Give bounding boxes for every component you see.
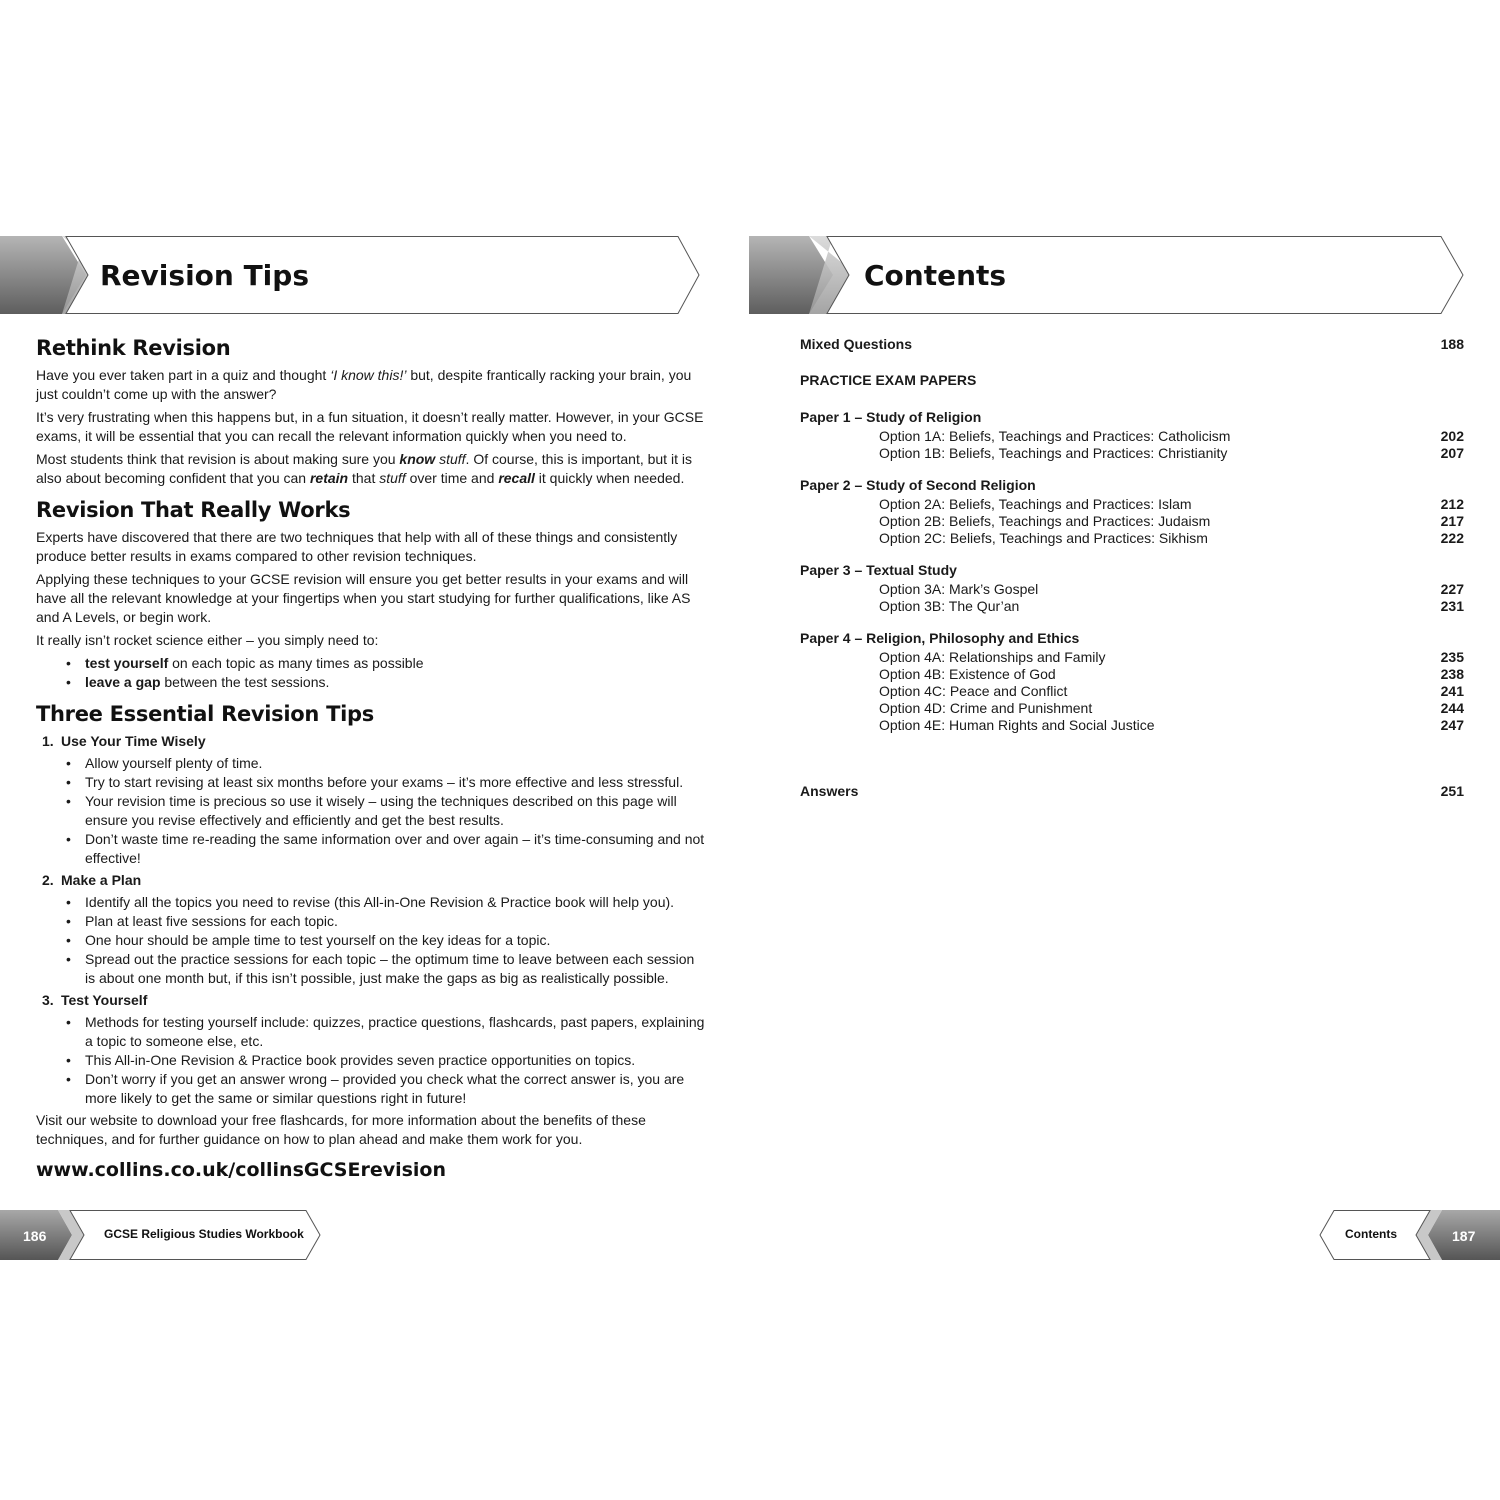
toc-label: PRACTICE EXAM PAPERS xyxy=(800,372,977,388)
toc-label: Option 2B: Beliefs, Teachings and Practices: Judaism xyxy=(879,513,1211,529)
emphasis-know: know xyxy=(399,451,436,467)
toc-entry-option[interactable] xyxy=(800,598,1464,615)
toc-entry-option[interactable] xyxy=(800,445,1464,462)
text: Have you ever taken part in a quiz and thought xyxy=(36,367,331,383)
toc-label: Option 4A: Relationships and Family xyxy=(879,649,1106,665)
contents-list xyxy=(800,335,1464,801)
section-heading-tips: Three Essential Revision Tips xyxy=(36,702,374,726)
toc-entry-option[interactable] xyxy=(800,649,1464,666)
list-item: • One hour should be ample time to test yourself on the key ideas for a topic. xyxy=(66,931,708,950)
toc-entry-option[interactable] xyxy=(800,496,1464,513)
list-item: • Allow yourself plenty of time. xyxy=(66,754,708,773)
paragraph: Visit our website to download your free flashcards, for more information about the benefits of these techniques, and for further guidance on how to plan ahead and make them work for you. xyxy=(36,1112,646,1147)
toc-label: Option 4E: Human Rights and Social Justice xyxy=(879,717,1155,733)
paragraph xyxy=(36,366,708,404)
papers-list xyxy=(800,407,1464,734)
paragraph xyxy=(36,450,708,488)
list-item: • Methods for testing yourself include: quizzes, practice questions, flashcards, past papers, explaining a topic to someone else, etc. xyxy=(66,1013,708,1051)
list-item: • Identify all the topics you need to revise (this All-in-One Revision & Practice book will help you). xyxy=(66,893,708,912)
tip-number: 1. xyxy=(42,733,54,749)
list-item: • Try to start revising at least six months before your exams – it’s more effective and less stressful. xyxy=(66,773,708,792)
tip-heading xyxy=(42,732,708,751)
toc-entry-option[interactable] xyxy=(800,666,1464,683)
list-item: • Your revision time is precious so use it wisely – using the techniques described on this page will ensure you revise effectively and efficiently and get the best results. xyxy=(66,792,708,830)
toc-page-number: 188 xyxy=(1440,336,1464,352)
toc-page-number: 238 xyxy=(1440,666,1464,682)
list-item xyxy=(66,654,708,673)
toc-paper-heading: Paper 1 – Study of Religion xyxy=(800,409,982,425)
bold-text: leave a gap xyxy=(85,674,161,690)
toc-label: Option 4D: Crime and Punishment xyxy=(879,700,1093,716)
page-title: Revision Tips xyxy=(100,259,309,292)
tip-heading xyxy=(42,991,708,1010)
tip-number: 2. xyxy=(42,872,54,888)
banner-chevron-graphic xyxy=(749,236,1467,314)
toc-label: Option 4C: Peace and Conflict xyxy=(879,683,1068,699)
footer-left xyxy=(0,1210,322,1260)
toc-label: Option 4B: Existence of God xyxy=(879,666,1056,682)
toc-label: Option 3B: The Qur’an xyxy=(879,598,1020,614)
paragraph: It’s very frustrating when this happens but, in a fun situation, it doesn’t really matter. However, in your GCSE exams, it will be essential that you can recall the relevant information quickly when you need to. xyxy=(36,409,704,444)
toc-label: Mixed Questions xyxy=(800,336,913,352)
toc-label: Option 2A: Beliefs, Teachings and Practices: Islam xyxy=(879,496,1192,512)
toc-page-number: 244 xyxy=(1440,700,1464,716)
footer-section-title: Contents xyxy=(1345,1227,1397,1241)
quote-text: ‘I know this!’ xyxy=(330,367,407,383)
toc-page-number: 207 xyxy=(1440,445,1464,461)
page-title: Contents xyxy=(864,259,1007,292)
toc-page-number: 217 xyxy=(1440,513,1464,529)
list-item xyxy=(66,673,708,692)
tip-title: Use Your Time Wisely xyxy=(61,733,206,749)
footer-right xyxy=(1318,1210,1500,1260)
toc-label: Option 3A: Mark’s Gospel xyxy=(879,581,1039,597)
tip-heading xyxy=(42,871,708,890)
toc-paper-heading: Paper 3 – Textual Study xyxy=(800,562,957,578)
toc-entry-answers[interactable] xyxy=(800,782,1464,801)
tip-bullet-list xyxy=(66,893,708,988)
text: between the test sessions. xyxy=(160,674,330,690)
list-item: • Don’t waste time re-reading the same information over and over again – it’s time-consuming and not effective! xyxy=(66,830,708,868)
toc-page-number: 202 xyxy=(1440,428,1464,444)
list-item: • Don’t worry if you get an answer wrong – provided you check what the correct answer is, you are more likely to get the same or similar questions right in future! xyxy=(66,1070,708,1108)
section-heading-works: Revision That Really Works xyxy=(36,498,351,522)
toc-paper-heading: Paper 2 – Study of Second Religion xyxy=(800,477,1036,493)
tip-title: Test Yourself xyxy=(61,992,148,1008)
revision-tips-content xyxy=(36,334,708,1183)
toc-page-number: 235 xyxy=(1440,649,1464,665)
toc-label: Option 1A: Beliefs, Teachings and Practices: Catholicism xyxy=(879,428,1231,444)
footer-book-title: GCSE Religious Studies Workbook xyxy=(104,1227,304,1241)
toc-entry-option[interactable] xyxy=(800,428,1464,445)
toc-page-number: 231 xyxy=(1440,598,1464,614)
bold-text: test yourself xyxy=(85,655,169,671)
list-item: • Spread out the practice sessions for each topic – the optimum time to leave between each session is about one month but, if this isn’t possible, just make the gaps as big as realistically possible. xyxy=(66,950,708,988)
toc-page-number: 241 xyxy=(1440,683,1464,699)
toc-label: Option 1B: Beliefs, Teachings and Practices: Christianity xyxy=(879,445,1228,461)
emphasis-stuff: stuff xyxy=(379,470,406,486)
toc-page-number: 222 xyxy=(1440,530,1464,546)
page-number: 186 xyxy=(23,1228,47,1244)
toc-section-heading xyxy=(800,371,1464,390)
website-url[interactable]: www.collins.co.uk/collinsGCSErevision xyxy=(36,1159,447,1181)
text: that xyxy=(348,470,380,486)
tip-number: 3. xyxy=(42,992,54,1008)
tips-list xyxy=(36,732,708,1108)
page-number: 187 xyxy=(1452,1228,1476,1244)
emphasis-retain: retain xyxy=(309,470,349,486)
text: over time and xyxy=(405,470,499,486)
emphasis-stuff: stuff xyxy=(435,451,466,467)
text: but, despite frantically racking your brain, you just couldn’t come up with the answer? xyxy=(36,367,692,402)
revision-tips-banner xyxy=(0,236,702,314)
toc-page-number: 251 xyxy=(1440,783,1464,799)
paragraph: Experts have discovered that there are two techniques that help with all of these things and consistently produce better results in exams compared to other revision techniques. xyxy=(36,529,678,564)
list-item: • This All-in-One Revision & Practice book provides seven practice opportunities on topics. xyxy=(66,1051,708,1070)
toc-entry-mixed-questions[interactable] xyxy=(800,335,1464,354)
technique-list xyxy=(66,654,708,692)
toc-paper-heading: Paper 4 – Religion, Philosophy and Ethics xyxy=(800,630,1080,646)
list-item: • Plan at least five sessions for each topic. xyxy=(66,912,708,931)
tip-bullet-list xyxy=(66,1013,708,1108)
toc-entry-option[interactable] xyxy=(800,683,1464,700)
tip-bullet-list xyxy=(66,754,708,868)
text: it quickly when needed. xyxy=(534,470,685,486)
toc-page-number: 247 xyxy=(1440,717,1464,733)
text: Most students think that revision is about making sure you xyxy=(36,451,400,467)
toc-entry-option[interactable] xyxy=(800,513,1464,530)
toc-label: Option 2C: Beliefs, Teachings and Practices: Sikhism xyxy=(879,530,1208,546)
tip-title: Make a Plan xyxy=(61,872,142,888)
emphasis-recall: recall xyxy=(498,470,535,486)
text: . Of course, this is important, but it is also about becoming confident that you can xyxy=(36,451,692,486)
toc-entry-option[interactable] xyxy=(800,717,1464,734)
section-heading-rethink: Rethink Revision xyxy=(36,336,231,360)
toc-entry-option[interactable] xyxy=(800,700,1464,717)
toc-entry-option[interactable] xyxy=(800,530,1464,547)
toc-entry-option[interactable] xyxy=(800,581,1464,598)
toc-page-number: 212 xyxy=(1440,496,1464,512)
paragraph: It really isn’t rocket science either – you simply need to: xyxy=(36,632,379,648)
toc-label: Answers xyxy=(800,783,859,799)
toc-page-number: 227 xyxy=(1440,581,1464,597)
contents-banner xyxy=(749,236,1467,314)
text: on each topic as many times as possible xyxy=(168,655,424,671)
paragraph: Applying these techniques to your GCSE revision will ensure you get better results in your exams and will have all the relevant knowledge at your fingertips when you start studying for further qualifications, like AS and A Levels, or begin work. xyxy=(36,571,691,625)
